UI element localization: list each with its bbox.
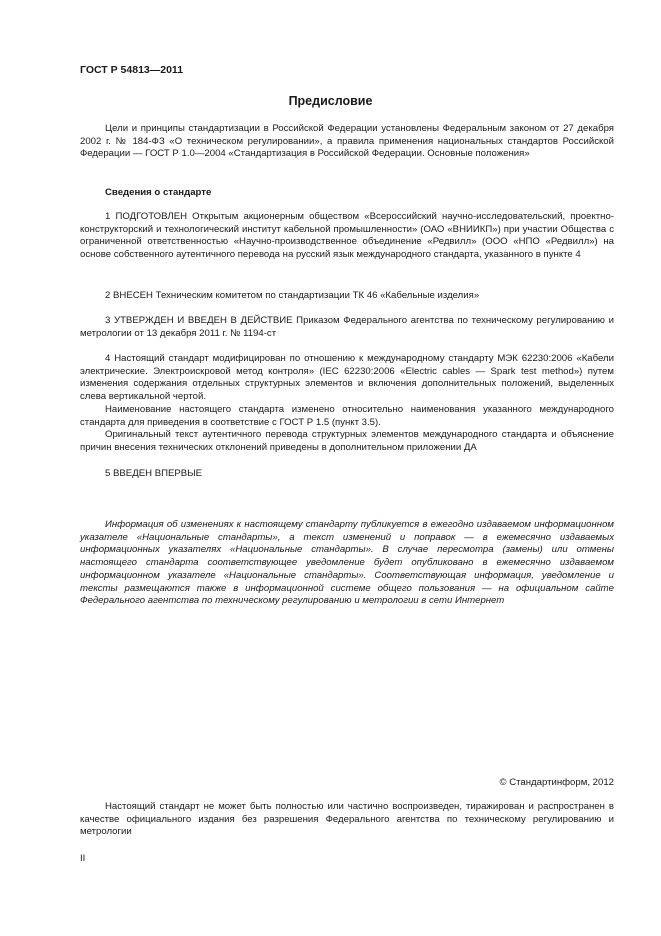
intro-paragraph: Цели и принципы стандартизации в Российской Федерации установлены Федеральным законом от 27 декабря 2002 г. № 184-ФЗ «О техническом регулировании», а правила применения национальных стандартов Российской Федерации — ГОСТ Р 1.0—2004 «Стандартизация в Российской Федерации. Основные положения» — [80, 123, 614, 160]
copyright: © Стандартинформ, 2012 — [499, 777, 614, 788]
item-4-block — [80, 353, 614, 455]
intro-block — [80, 123, 614, 161]
item-1-paragraph: 1 ПОДГОТОВЛЕН Открытым акционерным обществом «Всероссийский научно-исследовательский, проектно-конструкторский и технологический институт кабельной промышленности» (ОАО «ВНИИКП») при участии Общества с ограниченной ответственностью «Научно-производственное объединение «Редвилл» (ООО «НПО «Редвилл») на основе собственного аутентичного перевода на русский язык международного стандарта, указанного в пункте 4 — [80, 211, 614, 261]
item-4-paragraph-2: Наименование настоящего стандарта изменено относительно наименования указанного международного стандарта для приведения в соответствие с ГОСТ Р 1.5 (пункт 3.5). — [80, 403, 614, 428]
item-1-block — [80, 211, 614, 262]
page-title: Предисловие — [288, 94, 373, 108]
item-2-block — [80, 290, 614, 303]
notice-block — [80, 519, 614, 608]
item-4-paragraph-3: Оригинальный текст аутентичного перевода структурных элементов международного стандарта и объяснение причин внесения технических отклонений приведены в дополнительном приложении ДА — [80, 429, 614, 453]
footer-note-paragraph: Настоящий стандарт не может быть полностью или частично воспроизведен, тиражирован и распространен в качестве официального издания без разрешения Федерального агентства по техническому регулированию и метрологии — [80, 801, 614, 838]
item-2-paragraph: 2 ВНЕСЕН Техническим комитетом по стандартизации ТК 46 «Кабельные изделия» — [105, 290, 480, 301]
item-4-paragraph-1: 4 Настоящий стандарт модифицирован по отношению к международному стандарту МЭК 62230:2006 «Кабели электрические. Электроискровой метод контроля» (IEC 62230:2006 «Electric cables — Spark test method») путем изменения содержания отдельных структурных элементов и включения дополнительных положений, выделенных слева вертикальной чертой. — [80, 353, 614, 403]
item-5-paragraph: 5 ВВЕДЕН ВПЕРВЫЕ — [105, 468, 203, 479]
item-5-block — [80, 468, 614, 481]
footer-note-block — [80, 801, 614, 839]
notice-paragraph: Информация об изменениях к настоящему стандарту публикуется в ежегодно издаваемом информационном указателе «Национальные стандарты», а текст изменений и поправок — в ежемесячно издаваемых информационных указателях «Национальные стандарты». В случае пересмотра (замены) или отмены настоящего стандарта соответствующее уведомление будет опубликовано в ежемесячно издаваемом информационном указателе «Национальные стандарты». Соответствующая информация, уведомление и тексты размещаются также в информационной системе общего пользования — на официальном сайте Федерального агентства по техническому регулированию и метрологии в сети Интернет — [80, 519, 614, 607]
item-3-paragraph: 3 УТВЕРЖДЕН И ВВЕДЕН В ДЕЙСТВИЕ Приказом Федерального агентства по техническому регулированию и метрологии от 13 декабря 2011 г. № 1194-ст — [80, 315, 614, 339]
page-number: II — [80, 853, 86, 864]
item-3-block — [80, 315, 614, 340]
section-title: Сведения о стандарте — [105, 187, 212, 198]
standard-code: ГОСТ Р 54813—2011 — [80, 64, 184, 76]
